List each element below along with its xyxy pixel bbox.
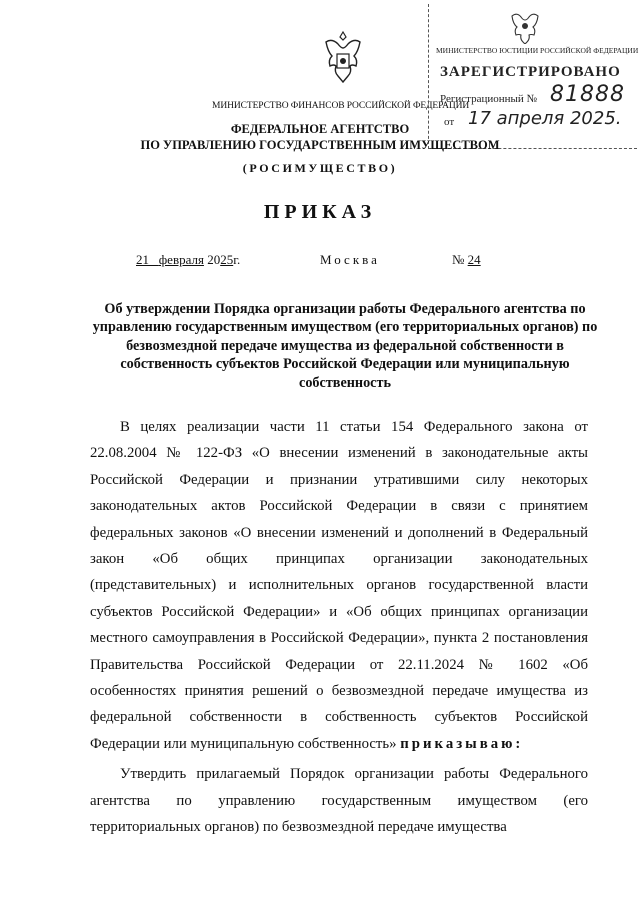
stamp-emblem-icon xyxy=(508,6,542,44)
stamp-reg-number: 81888 xyxy=(550,82,625,107)
order-year-prefix: 20 xyxy=(207,252,221,267)
stamp-registered: ЗАРЕГИСТРИРОВАНО xyxy=(440,64,621,80)
order-day: 21 xyxy=(136,252,149,267)
order-year-suffix: 25 xyxy=(220,252,234,267)
order-month: февраля xyxy=(158,252,204,267)
stamp-ministry: МИНИСТЕРСТВО ЮСТИЦИИ РОССИЙСКОЙ ФЕДЕРАЦИИ xyxy=(436,46,639,55)
agency-name-line1: ФЕДЕРАЛЬНОЕ АГЕНТСТВО xyxy=(230,122,410,136)
agency-name-line2: ПО УПРАВЛЕНИЮ ГОСУДАРСТВЕННЫМ ИМУЩЕСТВОМ xyxy=(140,138,500,152)
coat-of-arms-icon xyxy=(320,28,366,88)
order-number-block xyxy=(452,252,571,268)
order-directive: приказываю: xyxy=(400,735,524,752)
order-title: ПРИКАЗ xyxy=(263,201,377,223)
order-body xyxy=(90,414,588,841)
ministry-name: МИНИСТЕРСТВО ФИНАНСОВ РОССИЙСКОЙ ФЕДЕРАЦИИ xyxy=(212,101,470,111)
stamp-from-label: от xyxy=(444,116,455,128)
stamp-reg-label: Регистрационный № xyxy=(440,93,538,105)
body-paragraph-2: Утвердить прилагаемый Порядок организации работы Федерального агентства по управлению государственным имуществом (его территориальных органов) по безвозмездной передаче имущества xyxy=(90,766,588,836)
order-city: Москва xyxy=(320,252,380,267)
order-date xyxy=(96,252,240,268)
stamp-reg-date: 17 апреля 2025. xyxy=(468,108,622,129)
order-number: 24 xyxy=(467,252,481,267)
order-number-label: № xyxy=(452,252,465,267)
body-paragraph-1: В целях реализации части 11 статьи 154 Федерального закона от 22.08.2004 № 122-ФЗ «О внесении изменений в законодательные акты Российской Федерации и признании утратившими силу некоторых законодательных актов Российской Федерации в связи с принятием федеральных законов «О внесении изменений и дополнений в Федеральный закон «Об общих принципах организации законодательных (представительных) и исполнительных органов государственной власти субъектов Российской Федерации» и «Об общих принципах организации местного самоуправления в Российской Федерации», пункта 2 постановления Правительства Российской Федерации от 22.11.2024 № 1602 «Об особенностях принятия решений о безвозмездной передаче имущества из федеральной собственности в собственность субъектов Российской Федерации или муниципальную собственность» приказываю: xyxy=(90,419,588,752)
order-subject: Об утверждении Порядка организации работы Федерального агентства по управлению государственным имуществом (его территориальных органов) по безвозмездной передаче имущества из федеральной собственности в собственность субъектов Российской Федерации или муниципальную собственность xyxy=(92,301,598,391)
agency-short-name: (РОСИМУЩЕСТВО) xyxy=(242,161,398,175)
order-year-unit: г. xyxy=(233,252,241,267)
